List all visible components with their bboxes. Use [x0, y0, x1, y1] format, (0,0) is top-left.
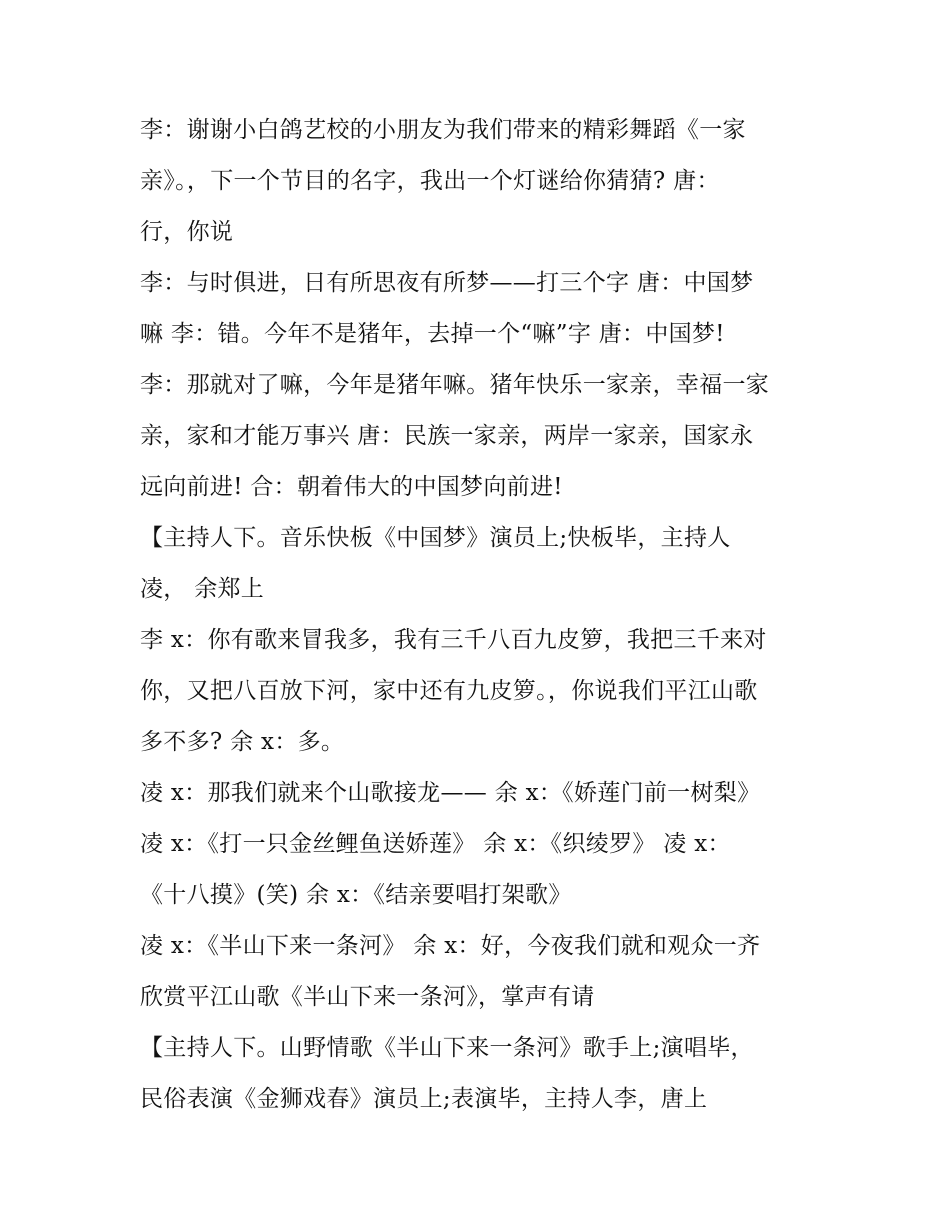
document-body [140, 105, 820, 1125]
text-line: 你，又把八百放下河，家中还有九皮箩。，你说我们平江山歌 [140, 678, 758, 704]
text-line: 亲》。，下一个节目的名字，我出一个灯谜给你猜猜? 唐： [140, 168, 720, 194]
text-line: 凌， 余郑上 [140, 576, 265, 602]
text-line: 嘛 李：错。今年不是猪年，去掉一个“嘛”字 唐：中国梦! [140, 321, 725, 347]
text-line: 【主持人下。山野情歌《半山下来一条河》歌手上;演唱毕， [140, 1035, 754, 1061]
text-line: 李：那就对了嘛，今年是猪年嘛。猪年快乐一家亲，幸福一家 [140, 372, 770, 398]
text-line: 亲，家和才能万事兴 唐：民族一家亲，两岸一家亲，国家永 [140, 423, 754, 449]
text-line: 凌 x：那我们就来个山歌接龙—— 余 x：《娇莲门前一树梨》 [140, 780, 761, 806]
text-line: 【主持人下。音乐快板《中国梦》演员上;快板毕，主持人 [140, 525, 731, 551]
text-line: 行，你说 [140, 219, 234, 245]
text-line: 李 x：你有歌来冒我多，我有三千八百九皮箩，我把三千来对 [140, 627, 767, 653]
text-line: 凌 x：《半山下来一条河》 余 x：好，今夜我们就和观众一齐 [140, 933, 761, 959]
text-line: 李：与时俱进，日有所思夜有所梦——打三个字 唐：中国梦 [140, 270, 754, 296]
text-line: 《十八摸》(笑) 余 x：《结亲要唱打架歌》 [140, 882, 572, 908]
text-line: 欣赏平江山歌《半山下来一条河》，掌声有请 [140, 984, 595, 1010]
text-line: 多不多? 余 x：多。 [140, 729, 345, 755]
text-line: 李：谢谢小白鸽艺校的小朋友为我们带来的精彩舞蹈《一家 [140, 117, 746, 143]
text-line: 凌 x：《打一只金丝鲤鱼送娇莲》 余 x：《织绫罗》 凌 x： [140, 831, 731, 857]
text-line: 民俗表演《金狮戏春》演员上;表演毕，主持人李，唐上 [140, 1086, 708, 1112]
text-line: 远向前进! 合：朝着伟大的中国梦向前进! [140, 474, 563, 500]
